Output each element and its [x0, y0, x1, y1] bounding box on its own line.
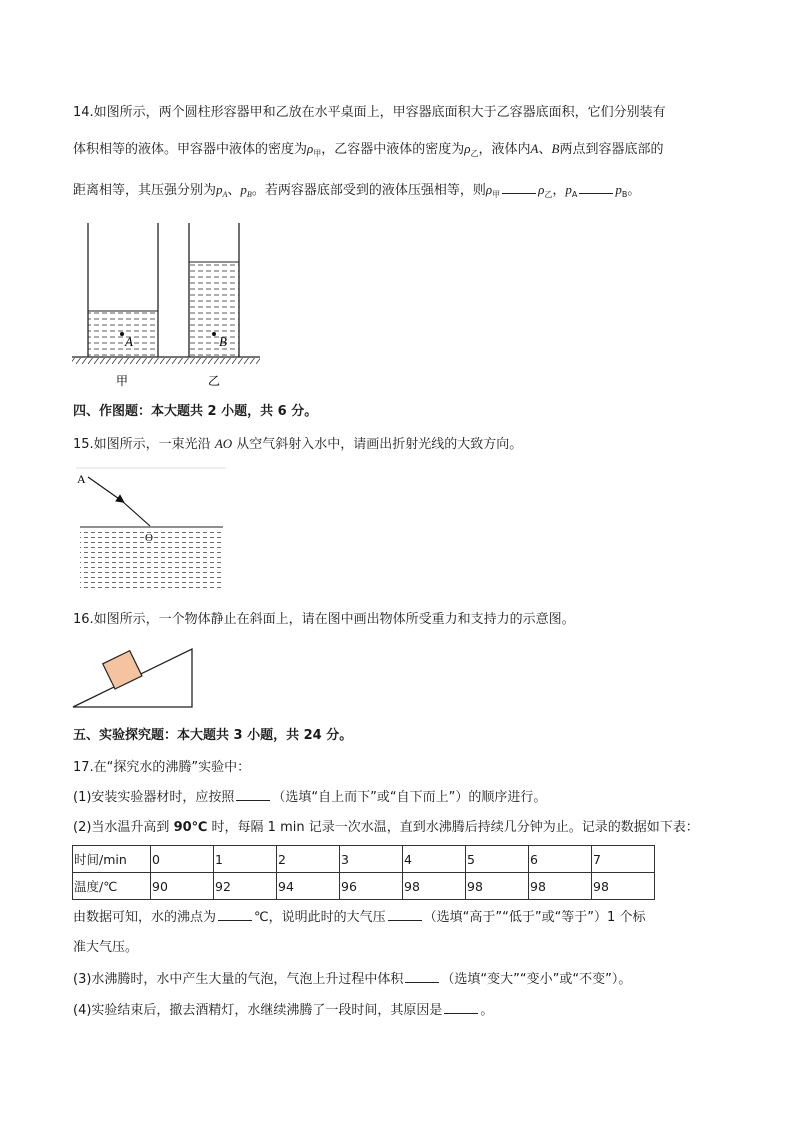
q14-line-2: 体积相等的液体。甲容器中液体的密度为$\rho_甲$，乙容器中液体的密度为$\rho_乙$，液体内A、B两点到容器底部的: [73, 141, 664, 158]
table-cell: 1: [214, 846, 277, 873]
incident-ray-arrow: [88, 477, 122, 501]
liquid-yi: [189, 262, 239, 357]
q17-intro: 17.在“探究水的沸腾”实验中：: [73, 760, 251, 775]
table-cell: 2: [277, 846, 340, 873]
table-cell: 7: [592, 846, 655, 873]
table-cell: 92: [214, 873, 277, 900]
container-diagram: [70, 220, 265, 390]
table-header-temperature: 温度/℃: [73, 873, 151, 900]
table-cell: 94: [277, 873, 340, 900]
q16-text: 16.如图所示，一个物体静止在斜面上，请在图中画出物体所受重力和支持力的示意图。: [73, 612, 575, 627]
answer-blank[interactable]: [444, 1001, 478, 1014]
incident-ray: [122, 501, 150, 526]
answer-blank[interactable]: [218, 908, 252, 921]
answer-blank[interactable]: [502, 181, 536, 194]
refraction-diagram: [70, 465, 230, 595]
point-a: [120, 332, 124, 336]
q17-part-1: (1)安装实验器材时，应按照 （选填“自上而下”或“自下而上”）的顺序进行。: [73, 790, 547, 805]
table-cell: 98: [403, 873, 466, 900]
table-cell: 98: [466, 873, 529, 900]
label-o: O: [145, 532, 153, 544]
label-jia: 甲: [116, 374, 129, 388]
table-cell: 98: [592, 873, 655, 900]
q15-text: 15.如图所示，一束光沿 AO 从空气斜射入水中，请画出折射光线的大致方向。: [73, 436, 523, 452]
q14-line-1: 14.如图所示，两个圆柱形容器甲和乙放在水平桌面上，甲容器底面积大于乙容器底面积，它们分别装有: [73, 105, 666, 120]
incline-diagram: [70, 643, 200, 713]
table-cell: 0: [151, 846, 214, 873]
table-cell: 5: [466, 846, 529, 873]
temperature-table: [72, 845, 655, 900]
table-cell: 96: [340, 873, 403, 900]
point-b-label: B: [219, 334, 227, 349]
answer-blank[interactable]: [579, 181, 613, 194]
section-5-heading: 五、实验探究题：本大题共 3 小题，共 24 分。: [73, 728, 353, 743]
answer-blank[interactable]: [236, 788, 270, 801]
table-cell: 98: [529, 873, 592, 900]
label-a: A: [77, 472, 86, 486]
section-4-heading: 四、作图题：本大题共 2 小题，共 6 分。: [73, 404, 318, 419]
table-row: [73, 846, 655, 873]
q17-part-2-followup: 由数据可知，水的沸点为 ℃，说明此时的大气压 （选填“高于”“低于”或“等于”）1 个标: [73, 910, 646, 925]
table-cell: 4: [403, 846, 466, 873]
q17-part-2: (2)当水温升高到 90℃ 时，每隔 1 min 记录一次水温，直到水沸腾后持续几分钟为止。记录的数据如下表：: [73, 820, 699, 835]
q17-part-4: (4)实验结束后，撤去酒精灯，水继续沸腾了一段时间，其原因是 。: [73, 1003, 494, 1018]
table-cell: 90: [151, 873, 214, 900]
q17-part-2-followup-cont: 准大气压。: [73, 940, 139, 955]
q17-part-3: (3)水沸腾时，水中产生大量的气泡，气泡上升过程中体积 （选填“变大”“变小”或“不变”）。: [73, 972, 632, 987]
point-b: [212, 332, 216, 336]
table-row: [73, 873, 655, 900]
point-a-label: A: [125, 334, 133, 349]
q14-line-3: 距离相等，其压强分别为$p_A$、$p_B$。若两容器底部受到的液体压强相等，则$\rho_甲$ $\rho_乙$，$p_A$ $p_B$。: [73, 182, 641, 199]
answer-blank[interactable]: [405, 970, 439, 983]
label-yi: 乙: [208, 374, 221, 388]
table-header-time: 时间/min: [73, 846, 151, 873]
table-cell: 3: [340, 846, 403, 873]
table-cell: 6: [529, 846, 592, 873]
answer-blank[interactable]: [388, 908, 422, 921]
